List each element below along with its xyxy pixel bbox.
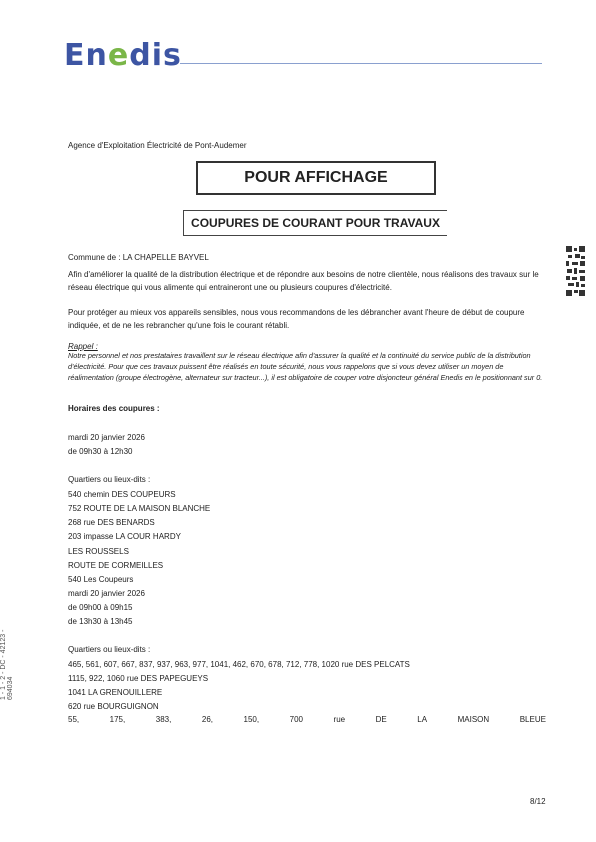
schedule1-quartiers-label: Quartiers ou lieux-dits :	[68, 475, 151, 484]
schedule2-time2: de 13h30 à 13h45	[68, 617, 133, 626]
list-item: 540 chemin DES COUPEURS	[68, 490, 176, 499]
justified-address-row	[68, 715, 546, 724]
address-word: DE	[375, 715, 387, 724]
commune-line: Commune de : LA CHAPELLE BAYVEL	[68, 253, 209, 262]
list-item: 268 rue DES BENARDS	[68, 518, 155, 527]
address-word: 700	[289, 715, 303, 724]
list-item: 203 impasse LA COUR HARDY	[68, 532, 181, 541]
schedule2-date: mardi 20 janvier 2026	[68, 589, 145, 598]
schedule2-quartiers-label: Quartiers ou lieux-dits :	[68, 645, 151, 654]
page-number: 8/12	[530, 797, 546, 806]
side-reference-code: 1 - 1 - 2 - DC - 42123 - 694034	[0, 629, 14, 700]
schedule2-time1: de 09h00 à 09h15	[68, 603, 133, 612]
list-item: LES ROUSSELS	[68, 547, 129, 556]
list-item: 752 ROUTE DE LA MAISON BLANCHE	[68, 504, 211, 513]
main-title-box	[196, 161, 436, 195]
list-item: ROUTE DE CORMEILLES	[68, 561, 164, 570]
list-item: 1041 LA GRENOUILLERE	[68, 688, 163, 697]
main-title: POUR AFFICHAGE	[244, 169, 388, 186]
barcode-icon	[566, 246, 586, 296]
enedis-logo	[64, 40, 182, 72]
header-rule	[180, 63, 542, 64]
rappel-label: Rappel :	[68, 342, 98, 351]
schedule1-date: mardi 20 janvier 2026	[68, 433, 145, 442]
address-word: 175,	[109, 715, 126, 724]
address-word: 55,	[68, 715, 80, 724]
sub-title-box	[183, 210, 447, 236]
list-item: 465, 561, 607, 667, 837, 937, 963, 977, 1041, 462, 670, 678, 712, 778, 1020 rue DES PELCATS	[68, 660, 410, 669]
schedule1-time: de 09h30 à 12h30	[68, 447, 133, 456]
list-item: 620 rue BOURGUIGNON	[68, 702, 159, 711]
logo-text-prefix: En	[64, 38, 108, 73]
list-item: 540 Les Coupeurs	[68, 575, 134, 584]
horaires-label: Horaires des coupures :	[68, 404, 160, 413]
agency-name: Agence d'Exploitation Électricité de Pont-Audemer	[68, 141, 247, 150]
sub-title: COUPURES DE COURANT POUR TRAVAUX	[191, 216, 440, 230]
address-word: 26,	[201, 715, 213, 724]
logo-text-mid: e	[107, 38, 130, 73]
logo-text-suffix: dis	[129, 38, 182, 73]
address-word: 150,	[243, 715, 260, 724]
intro-paragraph: Afin d'améliorer la qualité de la distribution électrique et de répondre aux besoins de notre clientèle, nous réalisons des travaux sur le réseau électrique qui vous alimente qui entraineront une ou plusieurs coupures d'électricité.	[68, 270, 539, 292]
list-item: 1115, 922, 1060 rue DES PAPEGUEYS	[68, 674, 209, 683]
address-word: BLEUE	[519, 715, 546, 724]
address-word: 383,	[155, 715, 172, 724]
address-word: MAISON	[457, 715, 490, 724]
rappel-text: Notre personnel et nos prestataires travaillent sur le réseau électrique afin d'assurer la qualité et la continuité du service public de la distribution d'électricité. Pour que ces travaux puissent être réalisés en toute sécurité, nous vous rappelons que si vous devez utiliser un moyen de réalimentation (groupe électrogène, alternateur sur tracteur...), il est obligatoire de couper votre disjoncteur général Enedis en le positionnant sur 0.	[68, 351, 543, 382]
protect-paragraph: Pour protéger au mieux vos appareils sensibles, nous vous recommandons de les débrancher avant l'heure de début de coupure indiquée, et de ne les rebrancher qu'une fois le courant rétabli.	[68, 308, 525, 330]
address-word: LA	[417, 715, 428, 724]
address-word: rue	[333, 715, 346, 724]
